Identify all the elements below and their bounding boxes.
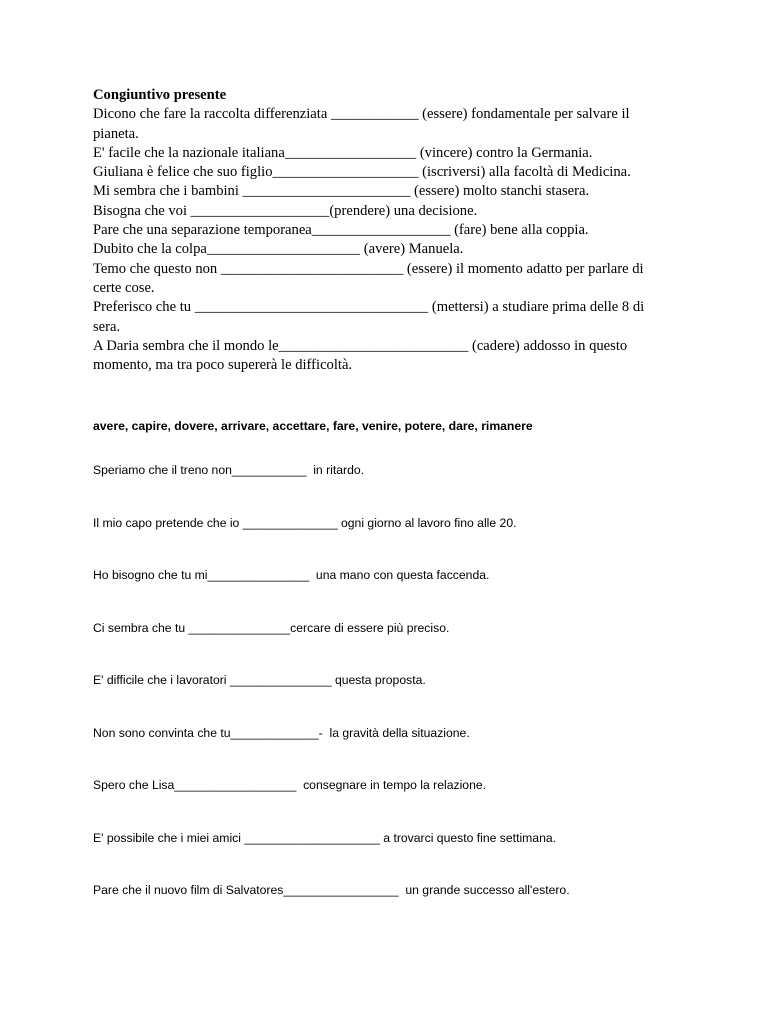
exercise-sentence: Dubito che la colpa_____________________ (avere) Manuela. [93,241,464,258]
fill-in-exercise [93,462,668,935]
exercise-sentence: A Daria sembra che il mondo le__________________________ (cadere) addosso in questo momento, ma tra poco supererà le difficoltà. [93,337,628,374]
exercise-sentence: Pare che il nuovo film di Salvatores_________________ un grande successo all'estero. [93,883,570,898]
exercise-sentence: Mi sembra che i bambini _______________________ (essere) molto stanchi stasera. [93,183,590,200]
exercise-sentence: Bisogna che voi ___________________(prendere) una decisione. [93,202,478,219]
exercise-sentence: E' possibile che i miei amici ____________________ a trovarci questo fine settimana. [93,830,557,845]
exercise-sentence: Il mio capo pretende che io ______________ ogni giorno al lavoro fino alle 20. [93,515,517,530]
document-page [93,86,668,935]
section-title: Congiuntivo presente [93,87,227,103]
exercise-sentence: Ho bisogno che tu mi_______________ una mano con questa faccenda. [93,568,490,583]
exercise-sentence: Spero che Lisa__________________ consegnare in tempo la relazione. [93,778,487,793]
exercise-sentence: Ci sembra che tu _______________cercare di essere più preciso. [93,620,450,635]
exercise-sentence: Giuliana è felice che suo figlio____________________ (iscriversi) alla facoltà di Medicina. [93,164,631,181]
exercise-sentence: E' difficile che i lavoratori _______________ questa proposta. [93,673,426,688]
exercise-sentence: Dicono che fare la raccolta differenziata ____________ (essere) fondamentale per salvare il pianeta. [93,106,630,142]
verb-list: avere, capire, dovere, arrivare, accettare, fare, venire, potere, dare, rimanere [93,419,533,434]
exercise-sentence: Temo che questo non _________________________ (essere) il momento adatto per parlare di certe cose. [93,260,644,296]
congiuntivo-exercise [93,86,668,375]
exercise-sentence: E' facile che la nazionale italiana__________________ (vincere) contro la Germania. [93,144,593,161]
exercise-sentence: Non sono convinta che tu_____________- la gravità della situazione. [93,725,470,740]
exercise-sentence: Speriamo che il treno non___________ in ritardo. [93,463,365,478]
exercise-sentence: Pare che una separazione temporanea___________________ (fare) bene alla coppia. [93,222,589,239]
exercise-sentence: Preferisco che tu ________________________________ (mettersi) a studiare prima delle 8 di sera. [93,299,645,335]
